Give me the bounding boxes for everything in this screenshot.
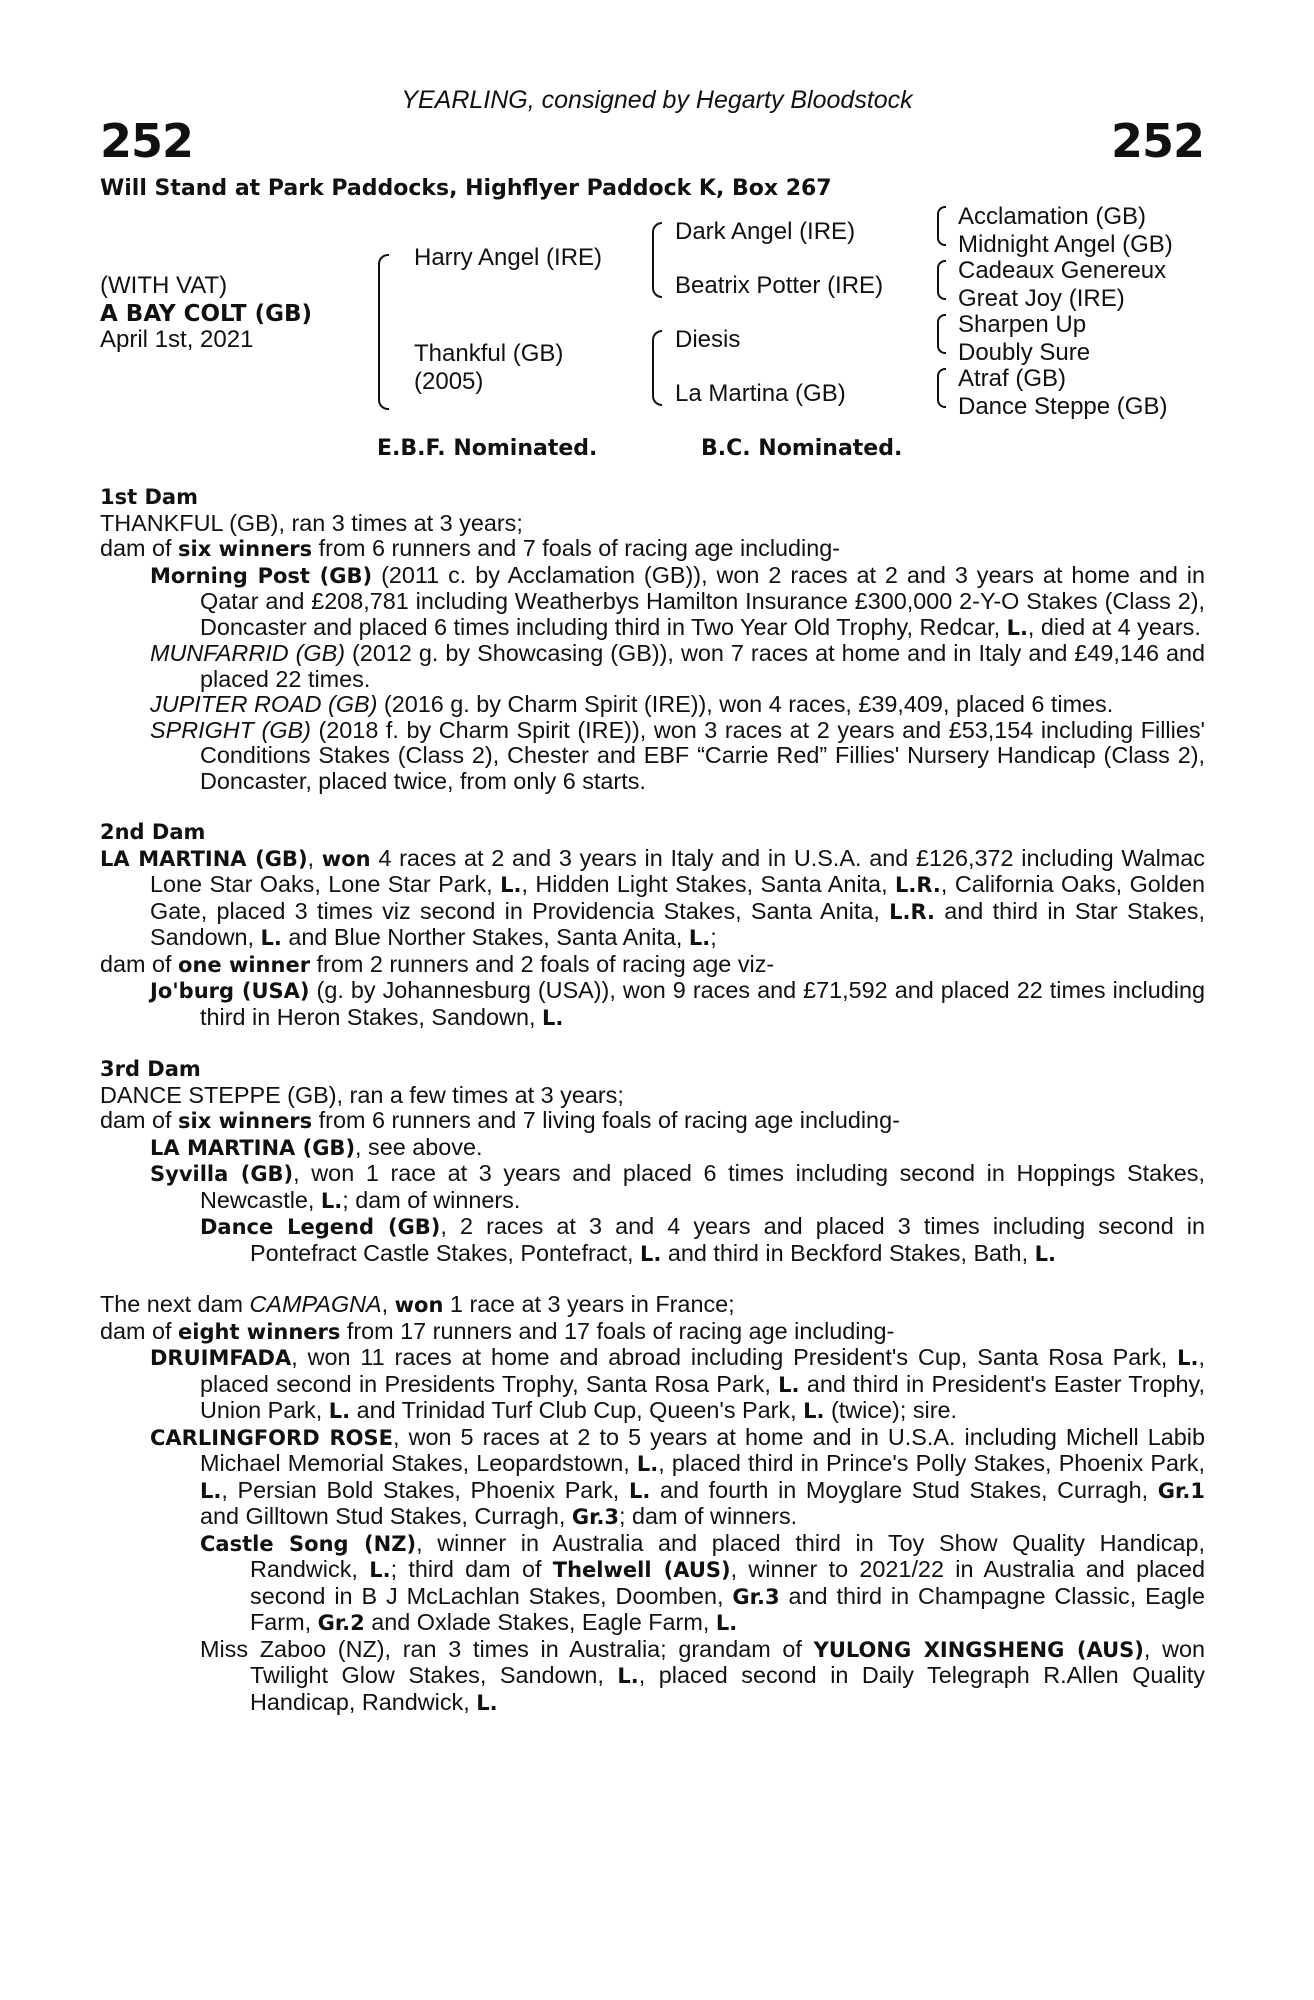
offspring-entry: Morning Post (GB) (2011 c. by Acclamation (GB)), won 2 races at 2 and 3 years at home and in Qatar and £208,781 including Weatherbys Hamilton Insurance £300,000 2-Y-O Stakes (Class 2), Doncaster and placed 6 times including third in Two Year Old Trophy, Redcar, L., died at 4 years. bbox=[150, 561, 1205, 640]
grand-offspring-entry: Castle Song (NZ), winner in Australia and placed third in Toy Show Quality Handicap, Randwick, L.; third dam of Thelwell (AUS), winner to 2021/22 in Australia and placed second in B J McLachlan Stakes, Doomben, Gr.3 and third in Champagne Classic, Eagle Farm, Gr.2 and Oxlade Stakes, Eagle Farm, L. bbox=[200, 1529, 1206, 1635]
pedigree-brace-sire bbox=[652, 222, 662, 298]
grandsire-g7: Atraf (GB) bbox=[958, 365, 1067, 392]
pedigree-brace-g1 bbox=[937, 206, 946, 246]
pedigree-brace-g4 bbox=[937, 368, 946, 408]
grandsire-g6: Doubly Sure bbox=[958, 339, 1091, 366]
offspring-entry: LA MARTINA (GB), see above. bbox=[150, 1133, 483, 1160]
pedigree-brace-main bbox=[378, 254, 389, 410]
horse-name: A BAY COLT (GB) bbox=[100, 301, 313, 327]
grandsire-g2: Midnight Angel (GB) bbox=[958, 231, 1173, 258]
next-dam-line: The next dam CAMPAGNA, won 1 race at 3 years in France; bbox=[100, 1291, 735, 1317]
next-dam-produce-summary: dam of eight winners from 17 runners and 17 foals of racing age including- bbox=[100, 1317, 895, 1344]
pedigree-brace-g3 bbox=[937, 314, 946, 354]
ebf-nomination: E.B.F. Nominated. bbox=[377, 436, 598, 461]
bc-nomination: B.C. Nominated. bbox=[701, 436, 903, 461]
offspring-entry: SPRIGHT (GB) (2018 f. by Charm Spirit (IRE)), won 3 races at 2 years and £53,154 including Fillies' Conditions Stakes (Class 2), Chester and EBF “Carrie Red” Fillies' Nursery Handicap (Class 2), Doncaster, placed twice, from only 6 starts. bbox=[150, 716, 1205, 794]
second-dam-produce-summary: dam of one winner from 2 runners and 2 foals of racing age viz- bbox=[100, 950, 775, 977]
lot-number-right: 252 bbox=[1110, 114, 1204, 168]
first-dam-heading: 1st Dam bbox=[100, 485, 198, 509]
offspring-entry: Syvilla (GB), won 1 race at 3 years and placed 6 times including second in Hoppings Stakes, Newcastle, L.; dam of winners. bbox=[150, 1160, 1205, 1213]
grandsire-g1: Acclamation (GB) bbox=[958, 203, 1147, 230]
catalogue-body bbox=[100, 484, 1205, 1716]
dam-sire-name: Diesis bbox=[675, 326, 741, 353]
lot-number-left: 252 bbox=[100, 114, 194, 168]
offspring-entry: MUNFARRID (GB) (2012 g. by Showcasing (GB)), won 7 races at home and in Italy and £49,146 and placed 22 times. bbox=[150, 640, 1206, 692]
dam-year: (2005) bbox=[414, 368, 484, 395]
pedigree-brace-g2 bbox=[937, 260, 946, 300]
vat-note: (WITH VAT) bbox=[100, 272, 228, 299]
dam-dam-name: La Martina (GB) bbox=[675, 380, 846, 407]
third-dam-produce-summary: dam of six winners from 6 runners and 7 living foals of racing age including- bbox=[100, 1107, 900, 1133]
grand-offspring-entry: Miss Zaboo (NZ), ran 3 times in Australia; grandam of YULONG XINGSHENG (AUS), won Twilight Glow Stakes, Sandown, L., placed second in Daily Telegraph R.Allen Quality Handicap, Randwick, L. bbox=[200, 1635, 1205, 1715]
second-dam-record: LA MARTINA (GB), won 4 races at 2 and 3 years in Italy and in U.S.A. and £126,372 including Walmac Lone Star Oaks, Lone Star Park, L., Hidden Light Stakes, Santa Anita, L.R., California Oaks, Golden Gate, placed 3 times viz second in Providencia Stakes, Santa Anita, L.R. and third in Star Stakes, Sandown, L. and Blue Norther Stakes, Santa Anita, L.; bbox=[100, 844, 1205, 950]
third-dam-line: DANCE STEPPE (GB), ran a few times at 3 years; bbox=[100, 1081, 624, 1108]
dam-name: Thankful (GB) bbox=[414, 340, 564, 367]
sire-sire-name: Dark Angel (IRE) bbox=[675, 218, 856, 245]
offspring-entry: JUPITER ROAD (GB) (2016 g. by Charm Spirit (IRE)), won 4 races, £39,409, placed 6 times. bbox=[150, 691, 1114, 717]
sire-name: Harry Angel (IRE) bbox=[414, 244, 603, 271]
grand-offspring-entry: Dance Legend (GB), 2 races at 3 and 4 years and placed 3 times including second in Pontefract Castle Stakes, Pontefract, L. and third in Beckford Stakes, Bath, L. bbox=[200, 1213, 1205, 1266]
grandsire-g4: Great Joy (IRE) bbox=[958, 285, 1125, 312]
grandsire-g8: Dance Steppe (GB) bbox=[958, 393, 1168, 420]
horse-dob: April 1st, 2021 bbox=[100, 326, 254, 353]
first-dam-line: THANKFUL (GB), ran 3 times at 3 years; bbox=[100, 509, 523, 536]
consignment-line: YEARLING, consigned by Hegarty Bloodstock bbox=[401, 86, 913, 114]
pedigree-brace-dam bbox=[652, 330, 662, 406]
sire-dam-name: Beatrix Potter (IRE) bbox=[675, 272, 884, 299]
offspring-entry: DRUIMFADA, won 11 races at home and abroad including President's Cup, Santa Rosa Park, L., placed second in Presidents Trophy, Santa Rosa Park, L. and third in President's Easter Trophy, Union Park, L. and Trinidad Turf Club Cup, Queen's Park, L. (twice); sire. bbox=[150, 1344, 1205, 1423]
offspring-entry: Jo'burg (USA) (g. by Johannesburg (USA)), won 9 races and £71,592 and placed 22 times including third in Heron Stakes, Sandown, L. bbox=[150, 977, 1205, 1030]
third-dam-heading: 3rd Dam bbox=[100, 1057, 201, 1081]
grandsire-g5: Sharpen Up bbox=[958, 311, 1087, 338]
grandsire-g3: Cadeaux Genereux bbox=[958, 257, 1167, 284]
offspring-entry: CARLINGFORD ROSE, won 5 races at 2 to 5 years at home and in U.S.A. including Michell Labib Michael Memorial Stakes, Leopardstown, L., placed third in Prince's Polly Stakes, Phoenix Park, L., Persian Bold Stakes, Phoenix Park, L. and fourth in Moyglare Stud Stakes, Curragh, Gr.1 and Gilltown Stud Stakes, Curragh, Gr.3; dam of winners. bbox=[150, 1423, 1205, 1529]
stand-location: Will Stand at Park Paddocks, Highflyer Paddock K, Box 267 bbox=[100, 176, 832, 201]
second-dam-heading: 2nd Dam bbox=[100, 820, 206, 844]
first-dam-produce-summary: dam of six winners from 6 runners and 7 foals of racing age including- bbox=[100, 535, 841, 561]
